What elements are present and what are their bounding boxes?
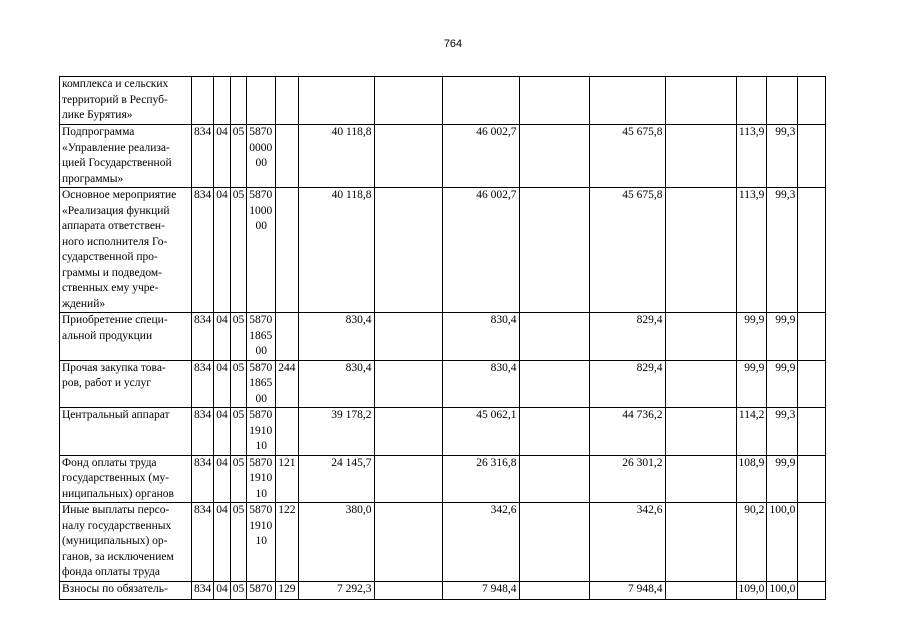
row-name-line: ждений» <box>62 297 106 310</box>
section-code: 04 <box>214 455 231 503</box>
revised-value: 46 002,7 <box>442 188 519 313</box>
empty-cell <box>374 581 442 599</box>
percent-revised: 99,3 <box>767 408 798 456</box>
expense-type-code: 244 <box>276 360 298 408</box>
article-code <box>247 77 276 125</box>
row-name <box>60 455 192 503</box>
section-code: 04 <box>214 408 231 456</box>
empty-cell <box>665 125 736 188</box>
section-code: 04 <box>214 188 231 313</box>
approved-value <box>298 77 374 125</box>
article-code-part: 5870 <box>249 189 273 201</box>
subsection-code: 05 <box>230 313 247 361</box>
empty-cell <box>519 360 589 408</box>
revised-value: 26 316,8 <box>442 455 519 503</box>
ministry-code: 834 <box>192 188 214 313</box>
article-code-part: 5870 <box>249 456 273 469</box>
row-name-line: цией Государственной <box>62 157 172 169</box>
empty-cell <box>374 455 442 503</box>
revised-value: 830,4 <box>442 313 519 361</box>
table-row <box>60 313 826 361</box>
approved-value: 380,0 <box>298 503 374 582</box>
article-code-part: 1865 <box>249 329 273 342</box>
empty-cell <box>374 360 442 408</box>
article-code-part: 00 <box>255 392 267 405</box>
article-code-part: 5870 <box>249 314 273 326</box>
row-name-line: Подпрограмма <box>62 126 135 138</box>
percent-approved: 109,0 <box>736 581 767 599</box>
empty-cell <box>798 503 826 582</box>
row-name-line: государственных (му- <box>62 472 170 484</box>
row-name-line: комплекса и сельских <box>62 78 169 90</box>
approved-value: 40 118,8 <box>298 188 374 313</box>
article-code-part: 0000 <box>249 141 273 154</box>
row-name-line: налу государственных <box>62 519 172 532</box>
empty-cell <box>798 125 826 188</box>
article-code-part: 5870 <box>249 582 273 595</box>
ministry-code: 834 <box>192 408 214 456</box>
table-row <box>60 188 826 313</box>
empty-cell <box>665 188 736 313</box>
subsection-code: 05 <box>230 455 247 503</box>
percent-revised: 99,9 <box>767 313 798 361</box>
section-code: 04 <box>214 581 231 599</box>
executed-value: 829,4 <box>589 360 665 408</box>
article-code-part: 5870 <box>249 504 273 516</box>
percent-approved: 114,2 <box>736 408 767 456</box>
article-code <box>247 455 276 503</box>
ministry-code: 834 <box>192 455 214 503</box>
empty-cell <box>374 503 442 582</box>
approved-value: 830,4 <box>298 360 374 408</box>
table-row <box>60 125 826 188</box>
article-code <box>247 125 276 188</box>
executed-value: 45 675,8 <box>589 188 665 313</box>
expense-type-code: 121 <box>276 455 298 503</box>
empty-cell <box>665 581 736 599</box>
expense-type-code: 129 <box>276 581 298 599</box>
subsection-code <box>230 77 247 125</box>
empty-cell <box>798 581 826 599</box>
empty-cell <box>798 313 826 361</box>
empty-cell <box>374 408 442 456</box>
percent-approved: 99,9 <box>736 360 767 408</box>
empty-cell <box>665 360 736 408</box>
article-code-part: 10 <box>255 535 267 547</box>
expense-type-code <box>276 188 298 313</box>
percent-revised: 99,3 <box>767 188 798 313</box>
subsection-code: 05 <box>230 581 247 599</box>
executed-value: 829,4 <box>589 313 665 361</box>
percent-revised <box>767 77 798 125</box>
row-name-line: территорий в Респуб- <box>62 93 168 106</box>
row-name <box>60 77 192 125</box>
approved-value: 40 118,8 <box>298 125 374 188</box>
revised-value: 342,6 <box>442 503 519 582</box>
section-code: 04 <box>214 360 231 408</box>
ministry-code: 834 <box>192 503 214 582</box>
percent-approved: 113,9 <box>736 188 767 313</box>
expense-type-code: 122 <box>276 503 298 582</box>
percent-approved: 99,9 <box>736 313 767 361</box>
empty-cell <box>798 360 826 408</box>
executed-value: 44 736,2 <box>589 408 665 456</box>
empty-cell <box>374 125 442 188</box>
row-name-line: ного исполнителя Го- <box>62 235 168 248</box>
empty-cell <box>519 503 589 582</box>
article-code <box>247 503 276 582</box>
row-name-line: Иные выплаты персо- <box>62 504 170 516</box>
empty-cell <box>665 408 736 456</box>
empty-cell <box>519 125 589 188</box>
executed-value <box>589 77 665 125</box>
row-name-line: «Управление реализа- <box>62 141 170 154</box>
revised-value: 830,4 <box>442 360 519 408</box>
row-name <box>60 503 192 582</box>
row-name-line: лике Бурятия» <box>62 109 133 121</box>
expense-type-code <box>276 408 298 456</box>
percent-approved <box>736 77 767 125</box>
section-code: 04 <box>214 125 231 188</box>
empty-cell <box>519 408 589 456</box>
empty-cell <box>665 455 736 503</box>
row-name-line: «Реализация функций <box>62 204 170 217</box>
row-name <box>60 313 192 361</box>
empty-cell <box>798 408 826 456</box>
section-code <box>214 77 231 125</box>
table-row <box>60 360 826 408</box>
row-name-line: граммы и подведом- <box>62 266 162 279</box>
row-name <box>60 125 192 188</box>
row-name-line: Прочая закупка това- <box>62 361 166 374</box>
table-row <box>60 77 826 125</box>
empty-cell <box>519 188 589 313</box>
empty-cell <box>519 313 589 361</box>
executed-value: 7 948,4 <box>589 581 665 599</box>
article-code <box>247 313 276 361</box>
table-row <box>60 503 826 582</box>
table-row <box>60 408 826 456</box>
article-code <box>247 408 276 456</box>
approved-value: 39 178,2 <box>298 408 374 456</box>
article-code <box>247 188 276 313</box>
row-name-line: (муниципальных) ор- <box>62 535 168 547</box>
article-code-part: 00 <box>255 157 267 169</box>
article-code-part: 1910 <box>249 519 273 532</box>
percent-revised: 99,9 <box>767 360 798 408</box>
table-body <box>60 77 826 600</box>
executed-value: 45 675,8 <box>589 125 665 188</box>
revised-value: 46 002,7 <box>442 125 519 188</box>
percent-approved: 113,9 <box>736 125 767 188</box>
empty-cell <box>374 313 442 361</box>
percent-revised: 99,3 <box>767 125 798 188</box>
ministry-code: 834 <box>192 125 214 188</box>
subsection-code: 05 <box>230 125 247 188</box>
row-name-line: ганов, за исключением <box>62 550 174 563</box>
percent-approved: 90,2 <box>736 503 767 582</box>
article-code <box>247 360 276 408</box>
subsection-code: 05 <box>230 503 247 582</box>
row-name-line: фонда оплаты труда <box>62 566 161 578</box>
article-code-part: 00 <box>255 345 267 357</box>
empty-cell <box>665 503 736 582</box>
empty-cell <box>374 77 442 125</box>
row-name-line: Фонд оплаты труда <box>62 456 157 469</box>
article-code-part: 00 <box>255 220 267 232</box>
article-code-part: 1865 <box>249 377 273 389</box>
article-code-part: 10 <box>255 440 267 452</box>
budget-table <box>59 76 826 600</box>
row-name-line: Взносы по обязатель- <box>62 582 168 595</box>
table-row <box>60 581 826 599</box>
executed-value: 342,6 <box>589 503 665 582</box>
ministry-code <box>192 77 214 125</box>
row-name-line: Приобретение специ- <box>62 314 168 326</box>
ministry-code: 834 <box>192 313 214 361</box>
expense-type-code <box>276 313 298 361</box>
row-name-line: Центральный аппарат <box>62 409 170 421</box>
table-row <box>60 455 826 503</box>
row-name <box>60 360 192 408</box>
empty-cell <box>519 581 589 599</box>
approved-value: 7 292,3 <box>298 581 374 599</box>
row-name-line: ниципальных) органов <box>62 487 174 500</box>
percent-revised: 100,0 <box>767 581 798 599</box>
row-name-line: ственных ему учре- <box>62 282 159 294</box>
empty-cell <box>519 455 589 503</box>
row-name-line: Основное мероприятие <box>62 189 177 201</box>
subsection-code: 05 <box>230 360 247 408</box>
article-code-part: 1910 <box>249 472 273 484</box>
empty-cell <box>798 77 826 125</box>
section-code: 04 <box>214 503 231 582</box>
subsection-code: 05 <box>230 408 247 456</box>
executed-value: 26 301,2 <box>589 455 665 503</box>
empty-cell <box>798 455 826 503</box>
row-name-line: альной продукции <box>62 329 153 342</box>
row-name <box>60 581 192 599</box>
article-code-part: 10 <box>255 487 267 500</box>
expense-type-code <box>276 125 298 188</box>
expense-type-code <box>276 77 298 125</box>
revised-value <box>442 77 519 125</box>
row-name-line: аппарата ответствен- <box>62 220 165 232</box>
empty-cell <box>798 188 826 313</box>
approved-value: 830,4 <box>298 313 374 361</box>
article-code-part: 5870 <box>249 409 273 421</box>
approved-value: 24 145,7 <box>298 455 374 503</box>
percent-approved: 108,9 <box>736 455 767 503</box>
empty-cell <box>374 188 442 313</box>
article-code-part: 1910 <box>249 424 273 437</box>
ministry-code: 834 <box>192 360 214 408</box>
percent-revised: 100,0 <box>767 503 798 582</box>
page-number: 764 <box>443 38 463 50</box>
article-code-part: 1000 <box>249 204 273 217</box>
row-name <box>60 188 192 313</box>
section-code: 04 <box>214 313 231 361</box>
row-name <box>60 408 192 456</box>
percent-revised: 99,9 <box>767 455 798 503</box>
empty-cell <box>665 77 736 125</box>
revised-value: 45 062,1 <box>442 408 519 456</box>
article-code <box>247 581 276 599</box>
empty-cell <box>665 313 736 361</box>
ministry-code: 834 <box>192 581 214 599</box>
revised-value: 7 948,4 <box>442 581 519 599</box>
row-name-line: ров, работ и услуг <box>62 377 151 389</box>
article-code-part: 5870 <box>249 361 273 374</box>
row-name-line: программы» <box>62 172 124 185</box>
article-code-part: 5870 <box>249 126 273 138</box>
subsection-code: 05 <box>230 188 247 313</box>
empty-cell <box>519 77 589 125</box>
row-name-line: сударственной про- <box>62 251 158 263</box>
